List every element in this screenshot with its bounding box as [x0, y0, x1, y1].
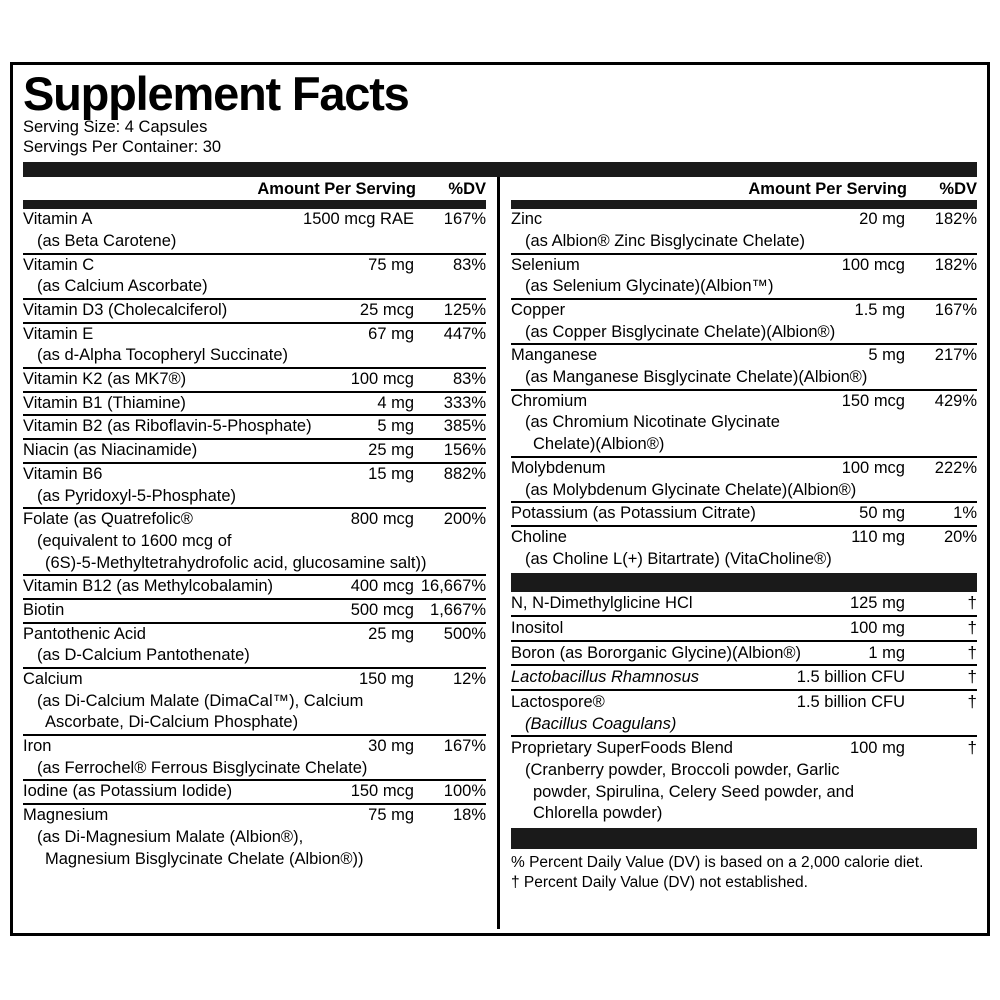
nutrient-daily-value: 500% — [443, 624, 486, 643]
nutrient-row — [23, 438, 486, 462]
nutrient-name: Vitamin B12 (as Methylcobalamin) — [23, 577, 274, 596]
nutrient-name: Vitamin D3 (Cholecalciferol) — [23, 301, 228, 320]
nutrient-source-text: (Cranberry powder, Broccoli powder, Garlic — [525, 761, 840, 780]
nutrient-source-text: (as Calcium Ascorbate) — [37, 277, 208, 296]
supplement-facts-label — [10, 62, 990, 936]
nutrient-row — [511, 209, 977, 252]
nutrient-daily-value: 333% — [443, 393, 486, 412]
nutrient-source-text: (Bacillus Coagulans) — [525, 714, 677, 733]
right-secondary-rows-container — [511, 592, 977, 825]
nutrient-source-text: (as Copper Bisglycinate Chelate)(Albion®) — [525, 322, 836, 341]
nutrient-name: Folate (as Quatrefolic® — [23, 510, 193, 529]
nutrient-row — [511, 735, 977, 825]
nutrient-daily-value: 429% — [934, 391, 977, 410]
nutrient-daily-value: 18% — [452, 806, 486, 825]
nutrient-daily-value: 1,667% — [430, 600, 486, 619]
nutrient-name: Iodine (as Potassium Iodide) — [23, 782, 233, 801]
nutrient-source-text: (as Ferrochel® Ferrous Bisglycinate Chelate) — [37, 758, 368, 777]
nutrient-amount: 100 mg — [849, 618, 905, 637]
nutrient-row-main — [511, 391, 977, 413]
secondary-section-divider-bar — [511, 573, 977, 592]
nutrient-amount: 800 mcg — [350, 510, 414, 529]
amount-per-serving-header: Amount Per Serving — [748, 180, 907, 199]
nutrient-amount: 1 mg — [868, 643, 905, 662]
nutrient-row — [23, 391, 486, 415]
right-column-spacer — [511, 893, 977, 929]
nutrient-daily-value: † — [967, 593, 977, 613]
nutrient-row-main — [23, 576, 486, 598]
nutrient-row-main — [23, 509, 486, 531]
nutrient-daily-value: † — [967, 667, 977, 687]
nutrient-daily-value: 12% — [452, 670, 486, 689]
nutrient-row-main — [23, 369, 486, 391]
serving-size-text: Serving Size: 4 Capsules — [23, 118, 208, 137]
nutrient-daily-value: † — [967, 642, 977, 662]
nutrient-daily-value: 20% — [943, 527, 977, 546]
left-column-header — [23, 177, 486, 200]
nutrient-daily-value: † — [967, 617, 977, 637]
nutrient-amount: 150 mcg — [841, 391, 905, 410]
nutrient-row-main — [23, 209, 486, 231]
nutrient-amount: 30 mg — [368, 737, 414, 756]
nutrient-row-main — [511, 666, 977, 689]
nutrient-row — [23, 507, 486, 574]
nutrient-row-main — [23, 255, 486, 277]
right-header-underbar — [511, 200, 977, 209]
left-column-spacer — [23, 870, 486, 929]
nutrient-row — [23, 414, 486, 438]
nutrient-name: Vitamin B1 (Thiamine) — [23, 393, 186, 412]
left-header-underbar — [23, 200, 486, 209]
footnotes-container — [511, 849, 977, 893]
nutrient-name: Chromium — [511, 391, 588, 410]
nutrient-row — [23, 367, 486, 391]
nutrient-name: Zinc — [511, 210, 543, 229]
nutrient-row — [511, 456, 977, 501]
nutrient-daily-value: 167% — [934, 301, 977, 320]
nutrient-source-text: (as Pyridoxyl-5-Phosphate) — [37, 486, 236, 505]
nutrient-row-main — [23, 669, 486, 691]
nutrient-name: Vitamin C — [23, 255, 95, 274]
nutrient-daily-value: 125% — [443, 301, 486, 320]
nutrient-amount: 500 mcg — [350, 600, 414, 619]
nutrient-amount: 67 mg — [368, 324, 414, 343]
nutrient-amount: 110 mg — [851, 527, 905, 546]
right-rows-container — [511, 209, 977, 570]
nutrient-row — [511, 664, 977, 689]
nutrient-amount: 100 mcg — [350, 370, 414, 389]
nutrient-row-main — [511, 691, 977, 714]
nutrient-row — [23, 598, 486, 622]
nutrient-row — [511, 689, 977, 735]
nutrient-amount: 150 mcg — [350, 782, 414, 801]
nutrient-name: Potassium (as Potassium Citrate) — [511, 504, 756, 523]
nutrient-amount: 150 mg — [358, 670, 414, 689]
nutrient-name: Calcium — [23, 670, 83, 689]
nutrient-source-text: (as Selenium Glycinate)(Albion™) — [525, 277, 774, 296]
nutrient-source-text: (6S)-5-Methyltetrahydrofolic acid, glucosamine salt)) — [45, 553, 427, 572]
nutrient-row-main — [23, 324, 486, 346]
nutrient-row — [511, 525, 977, 570]
nutrient-name: Pantothenic Acid — [23, 624, 146, 643]
footnote-text: % Percent Daily Value (DV) is based on a 2,000 calorie diet. — [511, 854, 924, 872]
nutrient-daily-value: 182% — [934, 255, 977, 274]
nutrient-source-text: (as D-Calcium Pantothenate) — [37, 646, 250, 665]
nutrient-source-text: (as Chromium Nicotinate Glycinate — [525, 413, 780, 432]
nutrient-row-main — [23, 416, 486, 438]
dv-header: %DV — [448, 180, 486, 199]
nutrient-name: Manganese — [511, 346, 598, 365]
nutrient-name: Molybdenum — [511, 458, 606, 477]
nutrient-daily-value: 385% — [443, 417, 486, 436]
nutrient-name: Selenium — [511, 255, 580, 274]
header-divider-bar — [23, 162, 977, 177]
nutrient-row — [23, 803, 486, 870]
right-nutrient-column — [500, 177, 977, 929]
nutrient-row — [23, 322, 486, 367]
nutrient-name: Iron — [23, 737, 52, 756]
nutrient-row — [23, 574, 486, 598]
nutrient-row-main — [511, 592, 977, 615]
nutrient-amount: 100 mg — [849, 739, 905, 758]
nutrient-daily-value: 1% — [953, 504, 977, 523]
footnote-divider-bar — [511, 828, 977, 849]
nutrient-source-text: (as d-Alpha Tocopheryl Succinate) — [37, 346, 288, 365]
nutrient-daily-value: 167% — [443, 210, 486, 229]
nutrient-row-main — [511, 737, 977, 760]
nutrient-amount: 75 mg — [368, 806, 414, 825]
nutrient-row-main — [511, 458, 977, 480]
nutrient-row — [23, 209, 486, 252]
nutrient-row-main — [511, 617, 977, 640]
nutrient-row-main — [511, 255, 977, 277]
nutrient-daily-value: 200% — [443, 510, 486, 529]
nutrient-row-main — [23, 736, 486, 758]
nutrient-amount: 75 mg — [368, 255, 414, 274]
nutrient-daily-value: 217% — [934, 346, 977, 365]
nutrient-row — [511, 640, 977, 665]
nutrient-row-main — [511, 345, 977, 367]
nutrient-row-main — [511, 209, 977, 231]
nutrient-source-text: (equivalent to 1600 mcg of — [37, 531, 232, 550]
nutrient-source-text: (as Molybdenum Glycinate Chelate)(Albion®) — [525, 480, 857, 499]
nutrient-row — [23, 779, 486, 803]
nutrient-row-main — [23, 600, 486, 622]
nutrient-name: Proprietary SuperFoods Blend — [511, 739, 733, 758]
nutrient-row-main — [511, 642, 977, 665]
nutrient-row — [511, 298, 977, 343]
nutrient-name: Vitamin B2 (as Riboflavin-5-Phosphate) — [23, 417, 312, 436]
nutrient-row-main — [23, 805, 486, 827]
nutrient-row-main — [511, 503, 977, 525]
nutrient-daily-value: 16,667% — [420, 577, 486, 596]
nutrient-amount: 5 mg — [868, 346, 905, 365]
label-header — [13, 65, 987, 157]
nutrient-name: Vitamin B6 — [23, 464, 103, 483]
nutrient-name: Choline — [511, 527, 567, 546]
nutrient-daily-value: 182% — [934, 210, 977, 229]
nutrient-name: Vitamin K2 (as MK7®) — [23, 370, 187, 389]
amount-per-serving-header: Amount Per Serving — [257, 180, 416, 199]
dv-header: %DV — [939, 180, 977, 199]
nutrient-row-main — [23, 464, 486, 486]
nutrient-daily-value: † — [967, 738, 977, 758]
nutrient-source-text: (as Albion® Zinc Bisglycinate Chelate) — [525, 231, 805, 250]
nutrient-row — [511, 615, 977, 640]
nutrient-amount: 400 mcg — [350, 577, 414, 596]
nutrient-amount: 100 mcg — [841, 255, 905, 274]
nutrient-source-text: Ascorbate, Di-Calcium Phosphate) — [45, 713, 299, 732]
nutrient-name: Copper — [511, 301, 566, 320]
nutrient-amount: 1500 mcg RAE — [303, 210, 414, 229]
nutrient-row — [511, 343, 977, 388]
nutrient-amount: 1.5 billion CFU — [796, 693, 905, 712]
nutrient-name: Inositol — [511, 618, 564, 637]
nutrient-name: Magnesium — [23, 806, 109, 825]
nutrient-source-text: (as Di-Magnesium Malate (Albion®), — [37, 827, 304, 846]
nutrient-daily-value: 100% — [443, 782, 486, 801]
nutrient-name: Vitamin A — [23, 210, 93, 229]
servings-per-container-text: Servings Per Container: 30 — [23, 138, 222, 157]
nutrient-row-main — [23, 300, 486, 322]
nutrient-source-text: Chlorella powder) — [533, 804, 663, 823]
nutrient-amount: 125 mg — [849, 594, 905, 613]
nutrient-name: Niacin (as Niacinamide) — [23, 441, 198, 460]
nutrient-name: Biotin — [23, 600, 65, 619]
nutrient-row — [511, 389, 977, 456]
nutrient-source-text: (as Choline L(+) Bitartrate) (VitaCholine®) — [525, 549, 832, 568]
nutrient-row — [23, 622, 486, 667]
nutrient-amount: 100 mcg — [841, 458, 905, 477]
nutrient-amount: 15 mg — [368, 464, 414, 483]
nutrient-row — [511, 501, 977, 525]
nutrient-source-text: powder, Spirulina, Celery Seed powder, and — [533, 782, 855, 801]
nutrient-daily-value: 222% — [934, 458, 977, 477]
nutrient-amount: 1.5 mg — [854, 301, 905, 320]
nutrient-row — [23, 667, 486, 734]
nutrient-row-main — [511, 300, 977, 322]
page-title: Supplement Facts — [23, 67, 409, 120]
footnote-text: † Percent Daily Value (DV) not established. — [511, 874, 808, 891]
nutrient-daily-value: 167% — [443, 737, 486, 756]
nutrient-amount: 25 mcg — [359, 301, 414, 320]
nutrient-row — [511, 592, 977, 615]
nutrient-amount: 25 mg — [368, 441, 414, 460]
nutrient-row-main — [23, 624, 486, 646]
left-nutrient-column — [23, 177, 500, 929]
nutrient-daily-value: † — [967, 692, 977, 712]
nutrient-row-main — [23, 781, 486, 803]
nutrient-name: Lactospore® — [511, 693, 605, 712]
nutrient-row-main — [23, 440, 486, 462]
nutrient-daily-value: 83% — [452, 255, 486, 274]
nutrient-row — [23, 734, 486, 779]
nutrient-daily-value: 882% — [443, 464, 486, 483]
nutrient-row-main — [23, 393, 486, 415]
nutrient-name: N, N-Dimethylglicine HCl — [511, 594, 693, 613]
nutrient-source-text: (as Di-Calcium Malate (DimaCal™), Calcium — [37, 691, 364, 710]
nutrient-amount: 25 mg — [368, 624, 414, 643]
nutrient-row — [23, 298, 486, 322]
left-rows-container — [23, 209, 486, 870]
nutrient-row — [23, 462, 486, 507]
nutrient-name: Lactobacillus Rhamnosus — [511, 668, 700, 687]
nutrient-amount: 4 mg — [377, 393, 414, 412]
nutrient-row — [511, 253, 977, 298]
nutrient-row — [23, 253, 486, 298]
nutrient-daily-value: 156% — [443, 441, 486, 460]
nutrient-source-text: Chelate)(Albion®) — [533, 435, 665, 454]
nutrient-row-main — [511, 527, 977, 549]
right-column-header — [511, 177, 977, 200]
nutrient-amount: 20 mg — [859, 210, 905, 229]
nutrient-source-text: (as Manganese Bisglycinate Chelate)(Albion®) — [525, 368, 868, 387]
nutrient-amount: 1.5 billion CFU — [796, 668, 905, 687]
nutrient-name: Boron (as Bororganic Glycine)(Albion®) — [511, 643, 802, 662]
nutrient-source-text: Magnesium Bisglycinate Chelate (Albion®)) — [45, 849, 364, 868]
nutrient-amount: 5 mg — [377, 417, 414, 436]
nutrient-amount: 50 mg — [859, 504, 905, 523]
nutrient-name: Vitamin E — [23, 324, 94, 343]
nutrition-columns — [13, 177, 987, 933]
nutrient-daily-value: 447% — [443, 324, 486, 343]
nutrient-source-text: (as Beta Carotene) — [37, 231, 177, 250]
nutrient-daily-value: 83% — [452, 370, 486, 389]
